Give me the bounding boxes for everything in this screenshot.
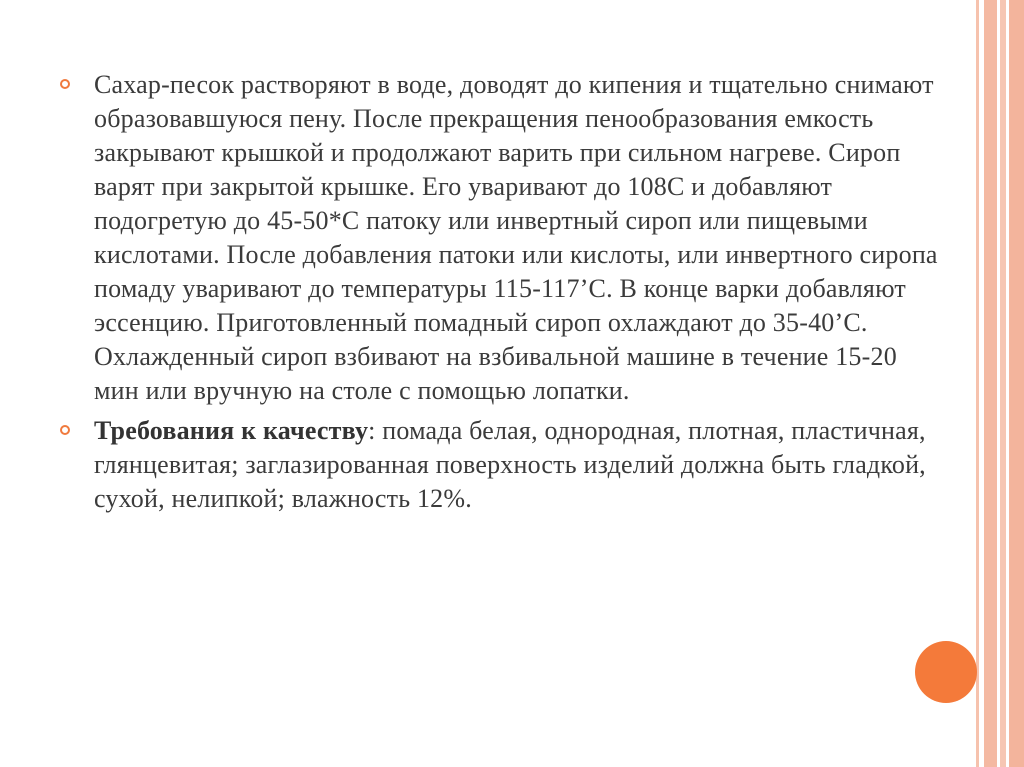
bullet-text: : помада белая, однородная, плотная, пластичная, глянцевитая; заглазированная поверхность изделий должна быть гладкой, сухой, нелипкой; влажность 12%. xyxy=(94,416,926,513)
decorative-stripe xyxy=(976,0,979,767)
bullet-circle-icon xyxy=(60,425,70,435)
decorative-circle xyxy=(915,641,977,703)
bullet-term: Требования к качеству xyxy=(94,416,369,445)
bullet-list xyxy=(60,68,940,522)
bullet-circle-icon xyxy=(60,79,70,89)
decorative-stripe xyxy=(1009,0,1024,767)
bullet-item-quality xyxy=(60,414,940,516)
decorative-stripe xyxy=(1000,0,1006,767)
bullet-item-process xyxy=(60,68,940,408)
decorative-stripe xyxy=(984,0,997,767)
bullet-text: Сахар-песок растворяют в воде, доводят до кипения и тщательно снимают образовавшуюся пену. После прекращения пенообразования емкость закрывают крышкой и продолжают варить при сильном нагреве. Сироп варят при закрытой крышке. Его уваривают до 108С и добавляют подогретую до 45-50*С патоку или инвертный сироп или пищевыми кислотами. После добавления патоки или кислоты, или инвертного сиропа помаду уваривают до температуры 115-117’С. В конце варки добавляют эссенцию. Приготовленный помадный сироп охлаждают до 35-40’С. Охлажденный сироп взбивают на взбивальной машине в течение 15-20 мин или вручную на столе с помощью лопатки. xyxy=(94,70,938,405)
